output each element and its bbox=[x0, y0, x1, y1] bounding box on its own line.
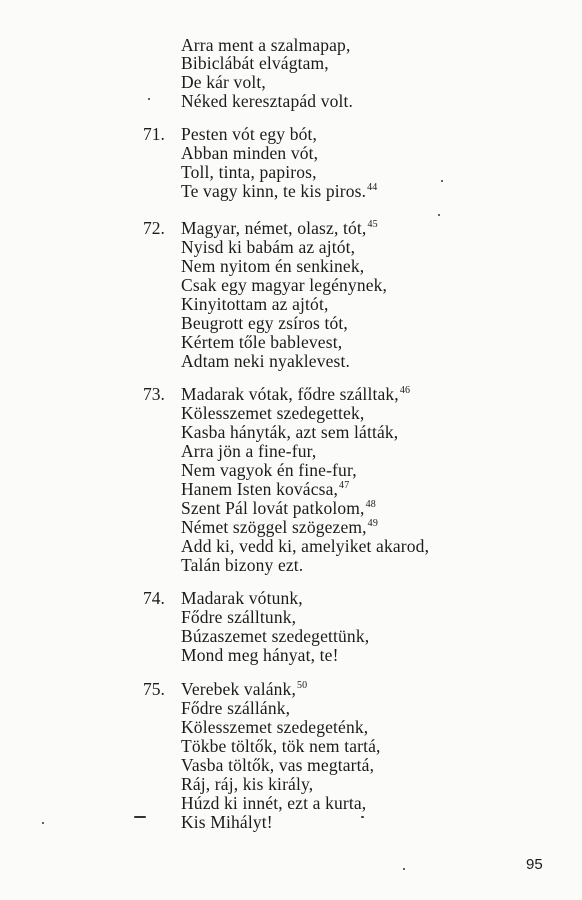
verse-line: Kinyitottam az ajtót, bbox=[181, 294, 329, 314]
footnote-marker: 47 bbox=[339, 480, 350, 491]
verse-line: De kár volt, bbox=[181, 72, 266, 92]
scan-speck bbox=[403, 868, 405, 870]
scan-speck bbox=[438, 214, 440, 216]
verse-line: Tökbe töltők, tök nem tartá, bbox=[181, 736, 381, 756]
stanza-number: 75. bbox=[143, 679, 165, 699]
verse-line: Búzaszemet szedegettünk, bbox=[181, 626, 370, 646]
verse-line: Kis Mihályt! bbox=[181, 812, 273, 832]
scan-speck bbox=[148, 98, 150, 100]
verse-line: Csak egy magyar legénynek, bbox=[181, 275, 388, 295]
verse-line: Ráj, ráj, kis király, bbox=[181, 774, 314, 794]
verse-line: Nem nyitom én senkinek, bbox=[181, 256, 365, 276]
verse-line: Néked keresztapád volt. bbox=[181, 91, 354, 111]
verse-line: Húzd ki innét, ezt a kurta, bbox=[181, 793, 367, 813]
footnote-marker: 46 bbox=[399, 385, 411, 396]
verse-line: Adtam neki nyaklevest. bbox=[181, 351, 351, 371]
footnote-marker: 49 bbox=[367, 518, 378, 529]
verse-line: Arra jön a fine-fur, bbox=[181, 441, 317, 461]
footnote-marker: 44 bbox=[367, 182, 378, 193]
verse-line: Kértem tőle bablevest, bbox=[181, 332, 343, 352]
verse-line: Abban minden vót, bbox=[181, 143, 319, 163]
verse-line: Fődre szálltunk, bbox=[181, 607, 297, 627]
footnote-marker: 50 bbox=[296, 680, 308, 691]
stanza-number: 72. bbox=[143, 218, 165, 238]
verse-line: Madarak vótunk, bbox=[181, 588, 303, 608]
verse-line: Magyar, német, olasz, tót,$^{45}$ bbox=[181, 218, 378, 238]
footnote-marker: 45 bbox=[367, 219, 378, 230]
verse-line: Add ki, vedd ki, amelyiket akarod, bbox=[181, 536, 430, 556]
scan-speck bbox=[361, 816, 364, 818]
verse-line: Kölesszemet szedegettek, bbox=[181, 403, 365, 423]
scan-speck bbox=[42, 822, 44, 824]
verse-line: Arra ment a szalmapap, bbox=[181, 35, 351, 55]
verse-line: Madarak vótak, fődre szálltak,$^{46}$ bbox=[181, 384, 411, 404]
verse-line: Hanem Isten kovácsa,$^{47}$ bbox=[181, 479, 350, 499]
verse-line: Mond meg hányat, te! bbox=[181, 645, 339, 665]
footnote-marker: 48 bbox=[365, 499, 376, 510]
verse-line: Kölesszemet szedegeténk, bbox=[181, 717, 369, 737]
verse-line: Nem vagyok én fine-fur, bbox=[181, 460, 357, 480]
verse-line: Pesten vót egy bót, bbox=[181, 124, 318, 144]
verse-line: Verebek valánk,$^{50}$ bbox=[181, 679, 308, 699]
verse-line: Szent Pál lovát patkolom,$^{48}$ bbox=[181, 498, 376, 518]
stanza-number: 74. bbox=[143, 588, 165, 608]
verse-line: Német szöggel szögezem,$^{49}$ bbox=[181, 517, 378, 537]
verse-line: Te vagy kinn, te kis piros.$^{44}$ bbox=[181, 181, 378, 201]
page-number: 95 bbox=[526, 856, 543, 873]
scan-speck bbox=[134, 816, 146, 818]
verse-line: Fődre szállánk, bbox=[181, 698, 291, 718]
stanza-number: 73. bbox=[143, 384, 165, 404]
verse-line: Talán bizony ezt. bbox=[181, 555, 304, 575]
verse-line: Bibiclábát elvágtam, bbox=[181, 53, 329, 73]
verse-line: Toll, tinta, papiros, bbox=[181, 162, 317, 182]
scan-speck bbox=[441, 180, 443, 182]
verse-line: Kasba hányták, azt sem látták, bbox=[181, 422, 399, 442]
stanza-number: 71. bbox=[143, 124, 165, 144]
verse-line: Vasba töltők, vas megtartá, bbox=[181, 755, 375, 775]
verse-line: Nyisd ki babám az ajtót, bbox=[181, 237, 356, 257]
verse-line: Beugrott egy zsíros tót, bbox=[181, 313, 348, 333]
